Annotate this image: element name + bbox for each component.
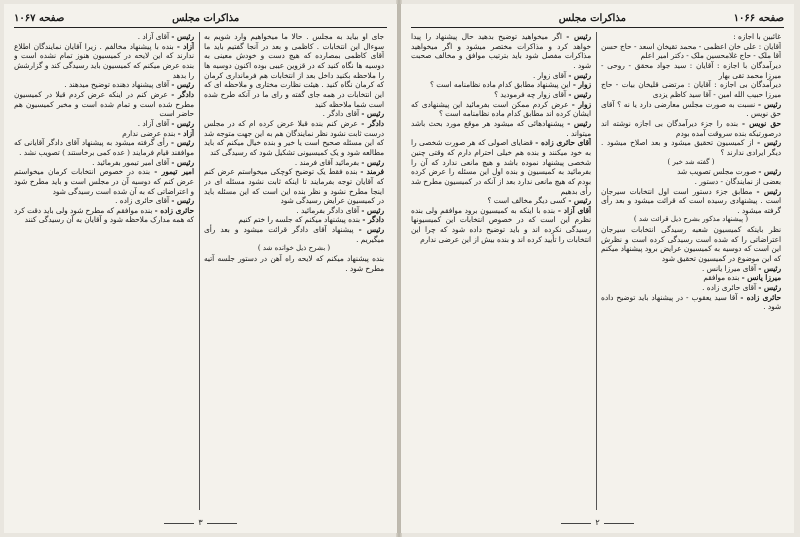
speaker-name: رئیس -	[171, 80, 194, 90]
speaker-name: آزاد -	[176, 41, 194, 51]
speaker-name: رئیس -	[358, 225, 384, 235]
paragraph-text: دیرآمدگان با اجازه : آقایان : سید جواد محقق - روحی - میرزا محمد تقی بهار	[601, 60, 781, 80]
speaker-name: آزاد -	[177, 128, 194, 138]
speaker-name: حق نویس -	[741, 118, 781, 128]
paragraph-text: این پیشنهاد مطابق کدام ماده نظامنامه است ؟	[430, 80, 571, 90]
paragraph-text: کسی دیگر مخالف است ؟	[487, 196, 567, 206]
paragraph-text: عرض کردم ممکن است بفرمائید این پیشنهادی که ایشان کرده اند مطابق کدام ماده نظامنامه است ؟	[411, 99, 591, 119]
paragraph	[14, 138, 194, 157]
speaker-name: رئیس -	[361, 205, 384, 215]
left-page-number-label: صفحه ۱۰۶۷	[14, 12, 65, 24]
paragraph	[204, 206, 384, 216]
left-header-rule	[14, 27, 387, 28]
speaker-name: رئیس -	[756, 186, 781, 196]
speaker-name: میرزا یانس -	[741, 273, 781, 283]
paragraph-text: رأی گرفته میشود به پیشنهاد آقای دادگر آقایانی که موافقند قیام فرمایند ( عده کمی برخاستند ) تصویب نشد .	[14, 138, 194, 157]
paragraph	[411, 100, 591, 119]
paragraph-text: بنده موافقم	[703, 273, 740, 283]
speaker-name: رئیس -	[361, 109, 384, 119]
paragraph	[601, 138, 781, 157]
paragraph	[14, 206, 194, 225]
paragraph-text: بنده فقط یک توضیح کوچکی میخواستم عرض کنم که آقایان توجه بفرمایند تا اینکه ثابت نشود مسئله ای در اینجا مطرح نشود و نظر بنده این است که این مسئله باید در کمیسیون عرایض رسیدگی شود	[204, 167, 384, 206]
speaker-name: حائری زاده -	[154, 205, 194, 215]
speaker-name: رئیس -	[758, 263, 781, 273]
paragraph	[411, 119, 591, 138]
paragraph	[204, 119, 384, 158]
paragraph-text: پیشنهاد آقای دادگر قرائت میشود و بعد رأی میگیریم .	[204, 225, 384, 244]
paragraph-text: قضایای اصولی که هر صورت شخصی را به خود میکنند و بنده هم خیلی احترام دارم که وقتی چنین شخصی پیشنهاد نموده باشد و هیچ مانعی ندارد که آن را بفرمائید به کمیسیون و بنده اول این مسئله را عرض کرده بودم که هیچ مانعی ندارد بعد از آنکه در کمیسیون مطرح شد رأی بدهیم	[411, 138, 591, 196]
paragraph-text: آقای پیشنهاد دهنده توضیح میدهند .	[64, 80, 170, 90]
paragraph: ( بشرح ذیل خوانده شد )	[257, 244, 331, 253]
paragraph	[14, 90, 194, 119]
speaker-name: رئیس -	[170, 138, 194, 148]
speaker-name: رئیس -	[171, 32, 194, 41]
paragraph	[411, 206, 591, 245]
paragraph-text: آقای دادگر .	[322, 109, 360, 119]
paragraph-text: بنده در خصوص انتخابات کرمان میخواستم عرض کنم که دوسیه آن در مجلس است و باید مطرح شود و اعتراضاتی که به آن شده است رسیدگی شود	[14, 167, 194, 196]
paragraph: ( پیشنهاد مذکور بشرح ذیل قرائت شد )	[633, 215, 749, 224]
left-page-header	[14, 10, 387, 26]
right-page-footer	[401, 518, 794, 527]
paragraph-text: بعضی از نمایندگان - دستور .	[694, 176, 781, 186]
paragraph-text: آقای حائری زاده .	[702, 283, 757, 293]
paragraph-text: آقا سید یعقوب - در پیشنهاد باید توضیح داده شود .	[601, 292, 781, 312]
paragraph	[411, 32, 591, 71]
speaker-name: رئیس -	[568, 70, 591, 80]
paragraph	[411, 90, 591, 100]
paragraph	[411, 80, 591, 90]
paragraph-text: آقای حائری زاده .	[115, 196, 170, 206]
paragraph-text: دیرآمدگان بی اجازه : آقایان : مرتضی قلیخان بیات - حاج میرزا حبیب الله امین - آقا سید کاظم یزدی	[601, 80, 781, 99]
speaker-name: دادگر -	[361, 118, 384, 128]
right-page	[400, 4, 794, 533]
speaker-name: رئیس -	[567, 118, 591, 128]
paragraph-text: نظر باینکه کمیسیون شعبه رسیدگی انتخابات سیرجان اعتراضاتی را که شده است رسیدگی کرده است و نظرش این است که دوسیه به کمیسیون عرایض برود پیشنهاد میکنم که این موضوع در کمیسیون تحقیق شود	[601, 225, 781, 264]
speaker-name: رئیس -	[758, 167, 781, 177]
paragraph	[601, 187, 781, 216]
paragraph-text: عرض کنم در اینکه عرض کردم قبلا در کمیسیون مطرح شده است و تمام شده است و مخبر کمیسیون هم حاضر است	[14, 89, 194, 119]
paragraph-text: آقای زوار .	[533, 70, 567, 80]
paragraph-text: از کمیسیون تحقیق میشود و بعد اصلاح میشود . دیگر ایرادی ندارند ؟	[601, 138, 781, 157]
speaker-name: زوار -	[572, 80, 591, 90]
paragraph	[601, 167, 781, 177]
paragraph-text: آقای آزاد .	[137, 32, 170, 41]
speaker-name: آقای آزاد -	[557, 205, 591, 215]
paragraph	[204, 158, 384, 168]
paragraph	[601, 42, 781, 61]
paragraph-text: آقای میرزا یانس .	[702, 263, 757, 273]
paragraph-text: آقایان : علی خان اعظمی - محمد تقیخان اسعد - حاج حسن آقا ملک - حاج غلامحسین ملک - دکتر امیر اعلم	[601, 41, 781, 61]
left-column-divider	[199, 32, 200, 510]
speaker-name: رئیس -	[758, 283, 781, 293]
speaker-name: رئیس -	[757, 99, 781, 109]
speaker-name: آقای حائری زاده -	[535, 138, 591, 148]
right-running-title: مذاکرات مجلس	[558, 12, 626, 24]
paragraph-text: آقای امیر تیمور بفرمائید .	[92, 157, 170, 167]
paragraph	[601, 100, 781, 119]
right-page-number-label: صفحه ۱۰۶۶	[733, 12, 784, 24]
speaker-name: دادگر -	[362, 215, 384, 225]
paragraph-text: بنده عرضی ندارم	[122, 128, 176, 138]
speaker-name: زوار -	[571, 99, 591, 109]
paragraph-text: نسبت به صورت مجلس معارضی دارد یا نه ؟ آقای حق نویس .	[601, 99, 781, 119]
paragraph-text: پیشنهادهائی که میشود هر موقع مورد بحث باشد میتواند .	[411, 118, 591, 138]
paragraph-text: بنده با پیشنهاد مخالفم . زیرا آقایان نمایندگان اطلاع ندارند که این لایحه در کمیسیون هنوز تمام نشده است و بنده عرض میکنم که کمیسیون باید رسیدگی کند و گزارشش را بدهد	[14, 41, 194, 80]
speaker-name: حائری زاده -	[740, 292, 781, 302]
paragraph-text: غائبین با اجازه :	[733, 32, 781, 41]
paragraph	[204, 32, 384, 109]
left-page-left-column	[14, 32, 194, 510]
right-header-rule	[411, 27, 784, 28]
paragraph-text: بنده پیشنهاد میکنم که لایحه راه آهن در دستور جلسه آتیه مطرح شود .	[204, 254, 384, 273]
paragraph	[14, 119, 194, 129]
paragraph	[601, 80, 781, 99]
paragraph	[204, 215, 384, 225]
paragraph	[14, 158, 194, 168]
paragraph-text: بنده موافقم که مطرح شود ولی باید دقت کرد که همه مدارک ملاحظه شود و آقایان به آن رسیدگی کنند	[14, 205, 194, 225]
left-page-right-column	[204, 32, 384, 510]
right-page-footer-number: ۲	[595, 518, 600, 527]
speaker-name: فرمند -	[360, 167, 384, 177]
paragraph	[411, 71, 591, 81]
paragraph	[14, 32, 194, 42]
paragraph-text: آقای آزاد .	[137, 118, 170, 128]
speaker-name: رئیس -	[568, 89, 591, 99]
paragraph	[14, 167, 194, 196]
paragraph-text: صورت مجلس تصویب شد	[677, 167, 757, 177]
paragraph-text: آقای زوار چه فرمودید ؟	[494, 89, 567, 99]
speaker-name: رئیس -	[757, 138, 781, 148]
paragraph	[601, 264, 781, 274]
speaker-name: رئیس -	[171, 196, 194, 206]
speaker-name: دادگر -	[171, 89, 194, 99]
speaker-name: رئیس -	[171, 118, 194, 128]
right-page-left-column	[411, 32, 591, 510]
speaker-name: امیر تیمور -	[154, 167, 194, 177]
speaker-name: رئیس -	[361, 157, 384, 167]
paragraph-text: اگر میخواهید توضیح بدهید حال پیشنهاد را پیدا خواهد کرد و مذاکرات مختصر میشود و اگر میخواهید مذاکرات مفصل شود باید بترتیب موافق و مخالف صحبت شود .	[411, 32, 591, 70]
left-page-footer	[4, 518, 397, 527]
left-running-title: مذاکرات مجلس	[172, 12, 240, 24]
paragraph	[601, 225, 781, 264]
paragraph	[204, 167, 384, 206]
paragraph	[204, 109, 384, 119]
paragraph	[14, 80, 194, 90]
paragraph-text: بنده را جزء دیرآمدگان بی اجازه نوشته اند درصورتیکه بنده سروقت آمده بودم	[601, 118, 781, 138]
paragraph-text: بنده پیشنهاد میکنم که جلسه را ختم کنیم	[238, 215, 361, 225]
paragraph	[601, 293, 781, 312]
paragraph	[411, 196, 591, 206]
speaker-name: رئیس -	[568, 196, 591, 206]
paragraph	[601, 32, 781, 42]
right-column-divider	[596, 32, 597, 510]
paragraph	[601, 283, 781, 293]
paragraph	[601, 273, 781, 283]
paragraph	[204, 254, 384, 273]
paragraph: ( گفته شد خیر )	[667, 157, 715, 166]
paragraph-text: عرض کنم بنده قبلا عرض کرده ام که در مجلس درست ثابت نشود نظر نمایندگان هم به این جهت متوجه شد که این مسئله صحیح است یا خیر و بنده خیال میکنم که باید مطالعه شود و یک کمیسیونی تشکیل شود که رسیدگی کند	[204, 118, 384, 157]
left-page-footer-number: ۳	[198, 518, 203, 527]
paragraph-text: بنده با اینکه به کمیسیون برود موافقم ولی بنده نظرم این است که در خصوص انتخابات این کمیسیونها رسیدگی نکرده اند و باید توضیح داده شود که چرا این انتخابات را تأیید کرده اند و بنده بیش از این عرضی ندارم	[411, 205, 591, 244]
paragraph-text: مطابق جزء دستور است اول انتخابات سیرجان است . پیشنهادی رسیده است که قرائت میشود و بعد رأی گرفته میشود .	[601, 186, 781, 215]
right-page-right-column	[601, 32, 781, 510]
paragraph	[14, 196, 194, 206]
paragraph-text: آقای دادگر بفرمائید .	[296, 205, 360, 215]
paragraph	[14, 42, 194, 81]
paragraph	[601, 119, 781, 138]
paragraph	[601, 177, 781, 187]
paragraph	[204, 225, 384, 244]
speaker-name: رئیس -	[171, 157, 194, 167]
left-page	[4, 4, 398, 533]
right-page-header	[411, 10, 784, 26]
paragraph	[411, 138, 591, 196]
paragraph-text: جای او بیاید به مجلس . حالا ما میخواهیم وارد شویم به سوءال این انتخابات . کاظمی و بعد در آنجا گفتیم باید ما آقای کاظمی بمصارده که هیچ دست و خودش معینی به دوسیه ها نگاه کنید که در قزوین عیبی بوده اکنون دوسیه ها را ملاحظه بکنید داخل بعد از انتخابات هم فرمانداری کرمان که کرمان نگاه کنید . هیئت نظارت مختاری و ملاحظه ای که این انتخابات در همه جای گفته و رای ما در آنکه طرح شده است شما ملاحظه کنید	[204, 32, 384, 109]
speaker-name: رئیس -	[566, 32, 591, 41]
paragraph-text: بفرمائید آقای فرمند .	[294, 157, 360, 167]
paragraph	[14, 129, 194, 139]
paragraph	[601, 61, 781, 80]
